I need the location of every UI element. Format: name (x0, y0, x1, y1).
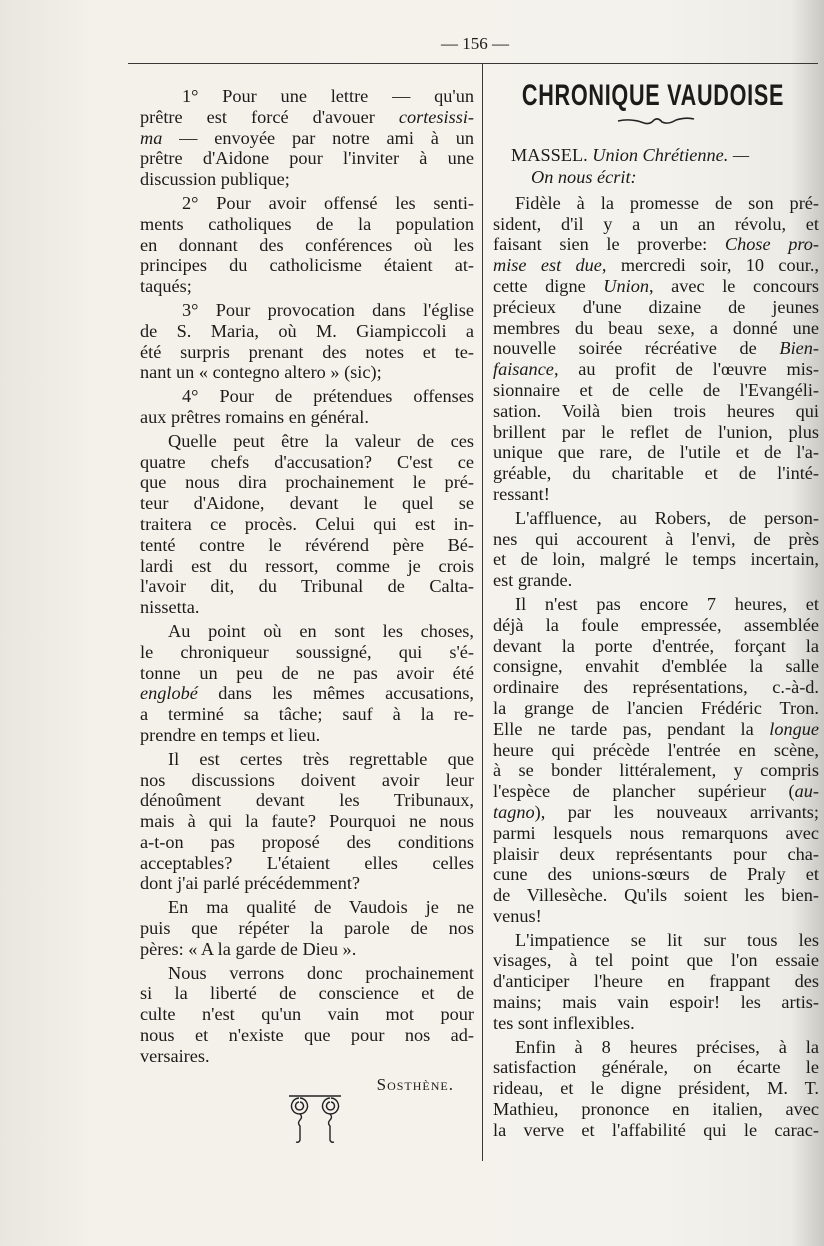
text-line: dont j'ai parlé précédemment? (140, 873, 361, 894)
text-line: été surpris prenant des notes et te- (140, 341, 474, 362)
text-segment: , avec le concours (649, 275, 819, 296)
italic-text: tagno (493, 801, 535, 822)
text-line: visages, à tel point que l'on essaie (493, 950, 819, 971)
text-line: taqués; (140, 276, 192, 297)
text-line: Quelle peut être la valeur de ces (168, 430, 474, 451)
text-line: ordinaire des représentations, c.-à-d. (493, 677, 819, 698)
text-segment: — envoyée par notre ami à un (162, 127, 474, 148)
text-line: L'impatience se lit sur tous les (515, 929, 819, 950)
paragraph (140, 86, 474, 190)
text-line (493, 255, 819, 276)
paragraph (493, 193, 819, 505)
text-line: Au point où en sont les choses, (168, 620, 474, 641)
text-line: Il n'est pas encore 7 heures, et (515, 593, 819, 614)
italic-text: englobé (140, 683, 198, 704)
text-segment: ), par les nouveaux arrivants; (534, 801, 819, 822)
text-line: si la liberté de conscience et de (140, 983, 474, 1004)
text-line (140, 107, 474, 128)
text-line: 1° Pour une lettre — qu'un (182, 86, 474, 106)
text-segment: dans les mêmes accusations, (197, 683, 474, 704)
italic-text: Bien- (779, 338, 819, 359)
text-line: de S. Maria, où M. Giampiccoli a (140, 320, 474, 341)
text-segment: , mercredi soir, 10 cour., (601, 255, 820, 276)
text-line: mais à qui la faute? Pourquoi ne nous (140, 811, 474, 832)
text-line: teur d'Aidone, devant le quel se (140, 493, 474, 514)
text-segment: faisant sien le proverbe: (493, 234, 725, 255)
text-line: rideau, et le digne président, M. T. (493, 1078, 819, 1099)
text-line: nissetta. (140, 597, 200, 618)
end-ornament-icon (285, 1090, 345, 1155)
text-line: la grange de l'ancien Frédéric Tron. (493, 697, 819, 718)
text-line: sation. Voilà bien trois heures qui (493, 400, 819, 421)
text-line: tenté contre le révérend père Bé- (140, 534, 474, 555)
text-segment: Elle ne tarde pas, pendant la (493, 718, 770, 739)
italic-text: faisance (493, 359, 554, 380)
text-line: membres du beau sexe, a donné une (493, 317, 819, 338)
text-line: principes du catholicisme étaient at- (140, 255, 474, 276)
text-line: tes sont inflexibles. (493, 1012, 635, 1033)
header-rule (128, 63, 818, 64)
text-line: dénoûment devant les Tribunaux, (140, 790, 474, 811)
text-line: pères: « A la garde de Dieu ». (140, 938, 357, 959)
text-line: de Villesèche. Qu'ils soient les bien- (493, 885, 819, 906)
text-line: 2° Pour avoir offensé les senti- (182, 192, 474, 213)
text-line: est grande. (493, 570, 573, 591)
text-line: 3° Pour provocation dans l'église (182, 299, 474, 320)
text-line: que nous dira prochainement le pré- (140, 472, 474, 493)
paragraph (493, 930, 819, 1034)
text-line: l'avoir dit, du Tribunal de Calta- (140, 576, 474, 597)
italic-text: Chose pro- (724, 234, 819, 255)
right-article-body (493, 193, 819, 1141)
text-line (493, 276, 819, 297)
paragraph (140, 897, 474, 959)
text-line: a-t-on pas proposé des conditions (140, 831, 474, 852)
text-line: nes qui accourent à l'envi, de près (493, 528, 819, 549)
place-name: MASSEL. (511, 144, 588, 165)
text-line: Enfin à 8 heures précises, à la (515, 1036, 819, 1057)
text-segment: l'espèce de plancher supérieur ( (493, 781, 795, 802)
text-line: brillent par le reflet de l'union, plus (493, 421, 819, 442)
italic-text: cortesissi- (398, 106, 474, 127)
left-column (140, 86, 474, 1095)
text-line (493, 359, 819, 380)
title-ornament-icon (616, 115, 696, 127)
text-line: le chroniqueur soussigné, qui s'é- (140, 641, 474, 662)
text-line: quatre chefs d'accusation? C'est ce (140, 451, 474, 472)
text-line: ressant! (493, 483, 550, 504)
text-line: précieux d'une dizaine de jeunes (493, 296, 819, 317)
text-line: consigne, envahit d'emblée la salle (493, 656, 819, 677)
text-line: nous et n'existe que pour nos ad- (140, 1025, 474, 1046)
article-intro: On nous écrit: (531, 166, 637, 187)
text-line: devant la porte d'entrée, forçant la (493, 635, 819, 656)
text-line: puis que répéter la parole de nos (140, 918, 474, 939)
paragraph (493, 594, 819, 927)
text-line: en donnant des conférences où les (140, 234, 474, 255)
paragraph (493, 1037, 819, 1141)
text-line: nos discussions doivent avoir leur (140, 769, 474, 790)
text-segment: cette digne (493, 275, 604, 296)
text-line (493, 802, 819, 823)
paragraph (140, 621, 474, 746)
paragraph (140, 300, 474, 383)
page-number: — 156 — (441, 34, 509, 53)
article-subject: Union Chrétienne. — (592, 144, 750, 165)
article-heading (493, 145, 819, 167)
text-line: traitera ce procès. Celui qui est in- (140, 513, 474, 534)
text-line: versaires. (140, 1045, 210, 1066)
text-line: prêtre d'Aidone pour l'inviter à une (140, 148, 474, 169)
text-line: déjà la foule empressée, assemblée (493, 614, 819, 635)
text-line: 4° Pour de prétendues offenses (182, 386, 474, 407)
text-line: ments catholiques de la population (140, 213, 474, 234)
right-column (493, 79, 820, 1144)
author-signature: Sosthène. (376, 1074, 454, 1094)
italic-text: mise est due (493, 255, 602, 276)
text-line: En ma qualité de Vaudois je ne (168, 897, 474, 918)
text-line: Mathieu, prononce en italien, avec (493, 1099, 819, 1120)
text-line: plaisir deux représentants pour cha- (493, 843, 819, 864)
text-line: gréable, du charitable et de l'inté- (493, 463, 819, 484)
text-line: prendre en temps et lieu. (140, 724, 321, 745)
paragraph (140, 386, 474, 428)
text-line: Fidèle à la promesse de son pré- (515, 192, 819, 213)
text-line: d'anticiper l'heure en frappant des (493, 971, 819, 992)
section-title: CHRONIQUE VAUDOISE (521, 79, 785, 112)
italic-text: longue (769, 718, 819, 739)
italic-text: Union (603, 275, 649, 296)
text-line: venus! (493, 905, 542, 926)
text-line: aux prêtres romains en général. (140, 406, 369, 427)
text-line: et de loin, malgré le temps incertain, (493, 549, 819, 570)
text-line: acceptables? L'étaient elles celles (140, 852, 474, 873)
text-line: culte n'est qu'un vain mot pour (140, 1004, 474, 1025)
text-line: sionnaire et de celle de l'Evangéli- (493, 379, 819, 400)
text-segment: , au profit de l'œuvre mis- (553, 359, 819, 380)
text-line: heure qui précède l'entrée en scène, (493, 739, 819, 760)
column-divider (482, 63, 483, 1161)
left-article-body (140, 86, 474, 1067)
text-line: nant un « contegno altero » (sic); (140, 362, 382, 383)
text-line: à se bonder littéralement, y compris (493, 760, 819, 781)
italic-text: au- (794, 781, 819, 802)
text-line (493, 338, 819, 359)
text-segment: prêtre est forcé d'avouer (140, 106, 399, 127)
text-line (140, 683, 474, 704)
text-line: L'affluence, au Robers, de person- (515, 507, 819, 528)
text-line: discussion publique; (140, 169, 290, 190)
text-line: sident, d'il y a un an révolu, et (493, 213, 819, 234)
text-line: lardi est du ressort, comme je crois (140, 555, 474, 576)
text-line: la verve et l'affabilité qui le carac- (493, 1119, 819, 1140)
paragraph (140, 963, 474, 1067)
text-line: a terminé sa tâche; sauf à la re- (140, 704, 474, 725)
text-line: tonne un peu de ne pas avoir été (140, 662, 474, 683)
italic-text: ma (140, 127, 163, 148)
text-line (493, 719, 819, 740)
text-line: unique que rare, de l'utile et de l'a- (493, 442, 819, 463)
text-line: mains; mais vain espoir! les artis- (493, 992, 819, 1013)
text-line: parmi lesquels nous remarquons avec (493, 822, 819, 843)
text-line: Nous verrons donc prochainement (168, 962, 474, 983)
text-line (140, 128, 474, 149)
text-line (493, 781, 819, 802)
text-line: Il est certes très regrettable que (168, 748, 474, 769)
text-line: satisfaction générale, on écarte le (493, 1057, 819, 1078)
text-segment: nouvelle soirée récréative de (493, 338, 780, 359)
paragraph (140, 431, 474, 618)
paragraph (140, 193, 474, 297)
paragraph (493, 508, 819, 591)
paragraph (140, 749, 474, 895)
text-line: cune des unions-sœurs de Praly et (493, 864, 819, 885)
text-line (493, 234, 819, 255)
